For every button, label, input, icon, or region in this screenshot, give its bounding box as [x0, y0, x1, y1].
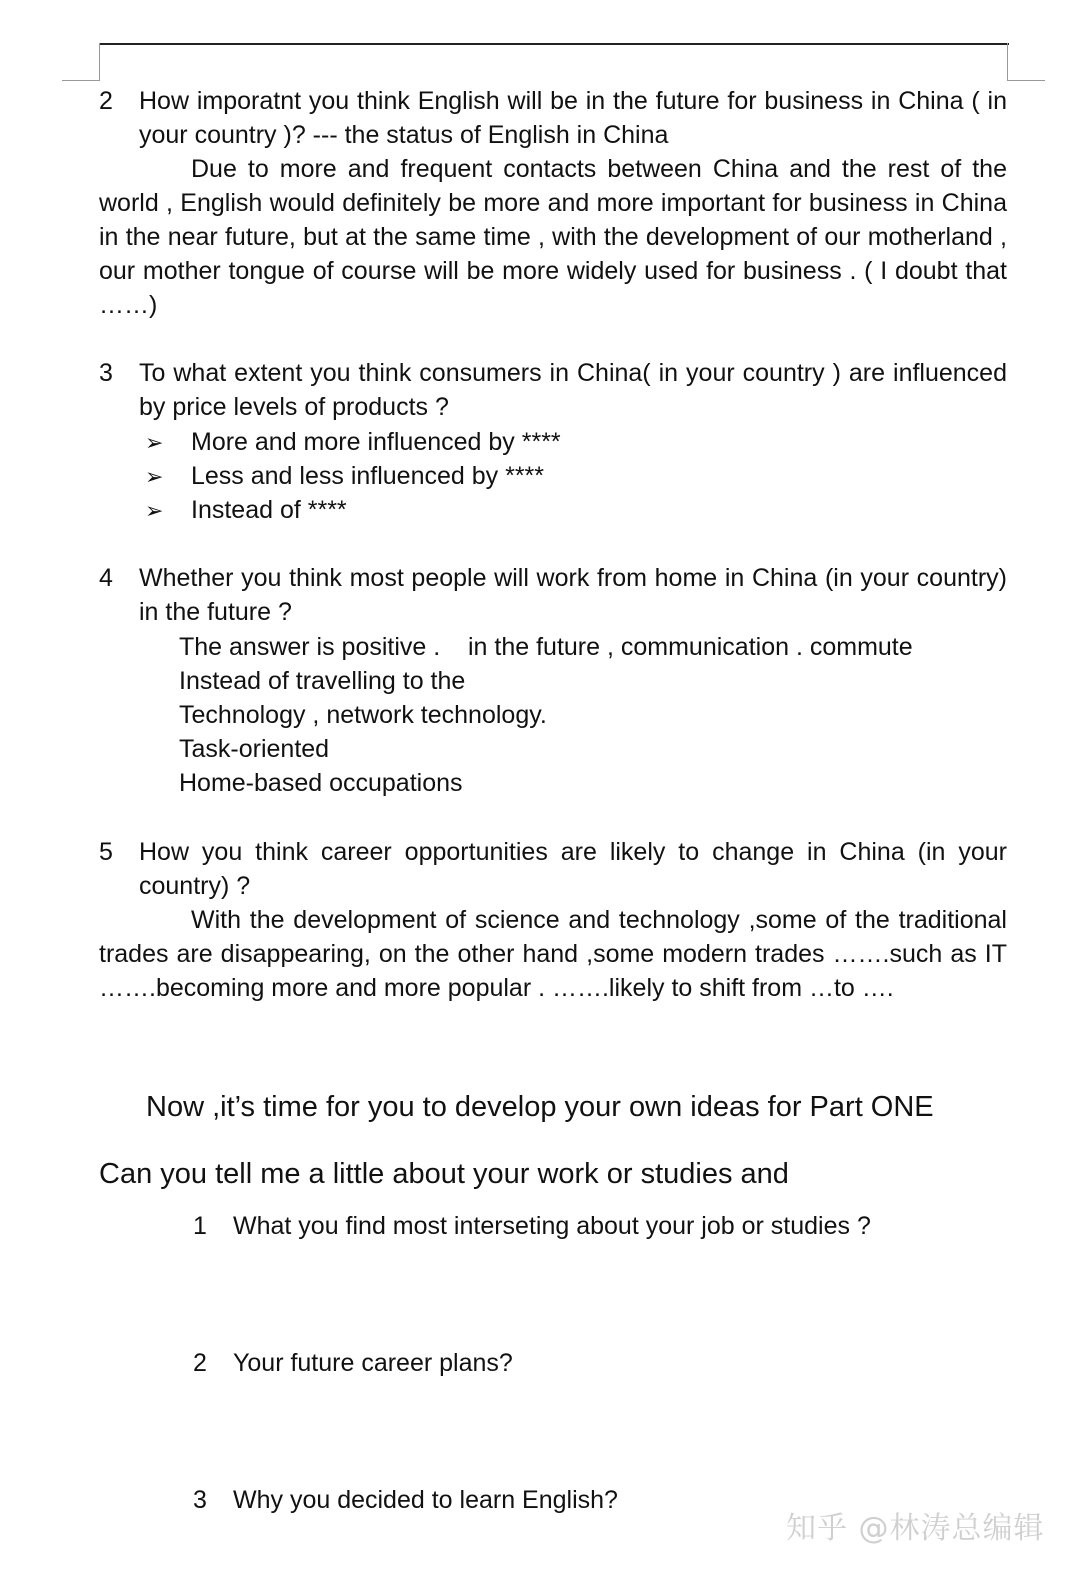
question-4: [99, 561, 1007, 629]
answer-text: With the development of science and technology ,some of the traditional trades are disappearing, on the other hand ,some modern trades …….such as IT …….becoming more and more popular . …….likely to shift from …to ….: [99, 906, 1007, 1002]
question-number: 4: [99, 564, 113, 592]
answer-line: The answer is positive . in the future , communication . commute: [179, 633, 913, 661]
crop-mark-left-h: [62, 80, 100, 81]
question-text: How imporatnt you think English will be in the future for business in China ( in your country )? --- the status of English in China: [139, 87, 1007, 149]
answer-text: Due to more and frequent contacts between China and the rest of the world , English would definitely be more and more important for business in China in the near future, but at the same time , with the development of our motherland , our mother tongue of course will be more widely used for business . ( I doubt that ……): [99, 155, 1007, 319]
header-rule: [99, 43, 1009, 45]
part-one-heading: Now ,it’s time for you to develop your own ideas for Part ONE: [146, 1091, 934, 1123]
arrow-bullet-icon: ➢: [145, 498, 164, 523]
list-item: ➢ Less and less influenced by ****: [145, 459, 544, 494]
answer-line: Home-based occupations: [179, 769, 463, 797]
crop-mark-left: [99, 43, 100, 81]
answer-5: [99, 903, 1007, 1005]
answer-line: Task-oriented: [179, 735, 330, 763]
part-one-item: 1 What you find most interseting about your job or studies ?: [193, 1212, 871, 1240]
list-item: ➢ Instead of ****: [145, 493, 347, 528]
crop-mark-right: [1007, 43, 1008, 81]
question-text: To what extent you think consumers in China( in your country ) are influenced by price levels of products ?: [139, 359, 1007, 421]
answer-2: [99, 152, 1007, 322]
list-item: ➢ More and more influenced by ****: [145, 425, 561, 460]
answer-line: Technology , network technology.: [179, 701, 547, 729]
question-text: Whether you think most people will work from home in China (in your country) in the future ?: [139, 564, 1007, 626]
question-5: [99, 835, 1007, 903]
question-number: 5: [99, 838, 113, 866]
question-number: 3: [99, 359, 113, 387]
question-number: 2: [99, 87, 113, 115]
part-one-item: 2 Your future career plans?: [193, 1349, 513, 1377]
part-one-intro: Can you tell me a little about your work or studies and: [99, 1158, 789, 1190]
question-2: [99, 84, 1007, 152]
arrow-bullet-icon: ➢: [145, 430, 164, 455]
crop-mark-right-h: [1007, 80, 1045, 81]
question-3: [99, 356, 1007, 424]
question-text: How you think career opportunities are likely to change in China (in your country) ?: [139, 838, 1007, 900]
part-one-item: 3 Why you decided to learn English?: [193, 1486, 618, 1514]
answer-line: Instead of travelling to the: [179, 667, 466, 695]
arrow-bullet-icon: ➢: [145, 464, 164, 489]
watermark: 知乎 @林涛总编辑: [786, 1511, 1045, 1546]
